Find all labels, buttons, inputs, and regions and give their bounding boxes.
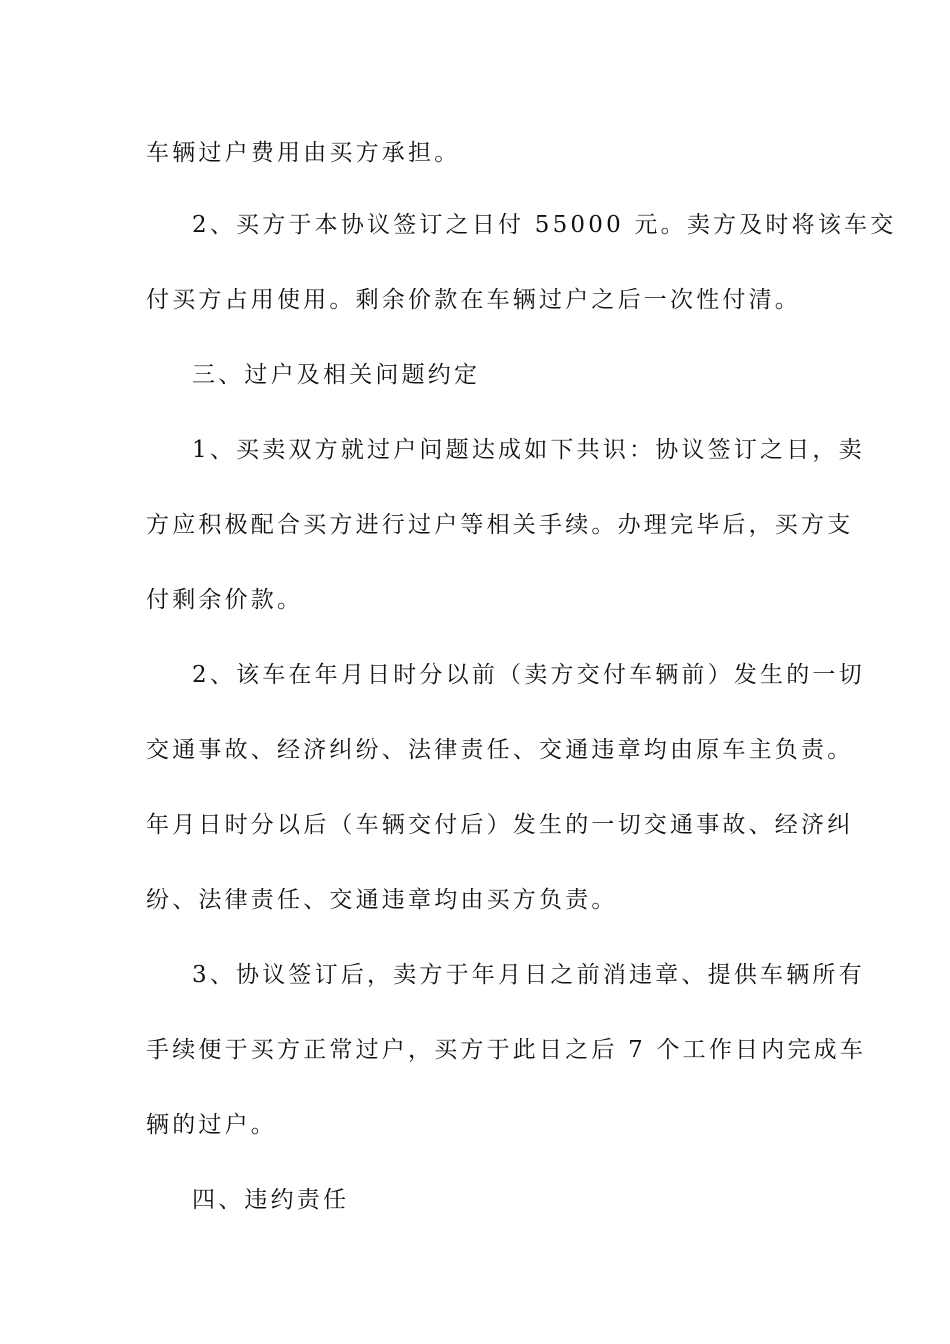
clause-3-2: 2、该车在年月日时分以前（卖方交付车辆前）发生的一切 <box>192 662 865 688</box>
clause-3-3: 3、协议签订后，卖方于年月日之前消违章、提供车辆所有 <box>192 962 865 988</box>
text-line: 交通事故、经济纠纷、法律责任、交通违章均由原车主负责。 <box>146 737 854 763</box>
text-line: 辆的过户。 <box>146 1112 277 1138</box>
clause-3-1: 1、买卖双方就过户问题达成如下共识：协议签订之日，卖 <box>192 437 865 463</box>
text-line: 付买方占用使用。剩余价款在车辆过户之后一次性付清。 <box>146 287 801 313</box>
text-line: 纷、法律责任、交通违章均由买方负责。 <box>146 887 618 913</box>
text-line: 年月日时分以后（车辆交付后）发生的一切交通事故、经济纠 <box>146 812 854 838</box>
section-heading-4: 四、违约责任 <box>192 1187 350 1213</box>
clause-2-payment: 2、买方于本协议签订之日付 55000 元。卖方及时将该车交 <box>192 212 897 238</box>
text-line: 手续便于买方正常过户，买方于此日之后 7 个工作日内完成车 <box>146 1037 867 1063</box>
text-line: 付剩余价款。 <box>146 587 304 613</box>
section-heading-3: 三、过户及相关问题约定 <box>192 362 481 388</box>
text-line: 车辆过户费用由买方承担。 <box>146 140 461 166</box>
text-line: 方应积极配合买方进行过户等相关手续。办理完毕后，买方支 <box>146 512 854 538</box>
